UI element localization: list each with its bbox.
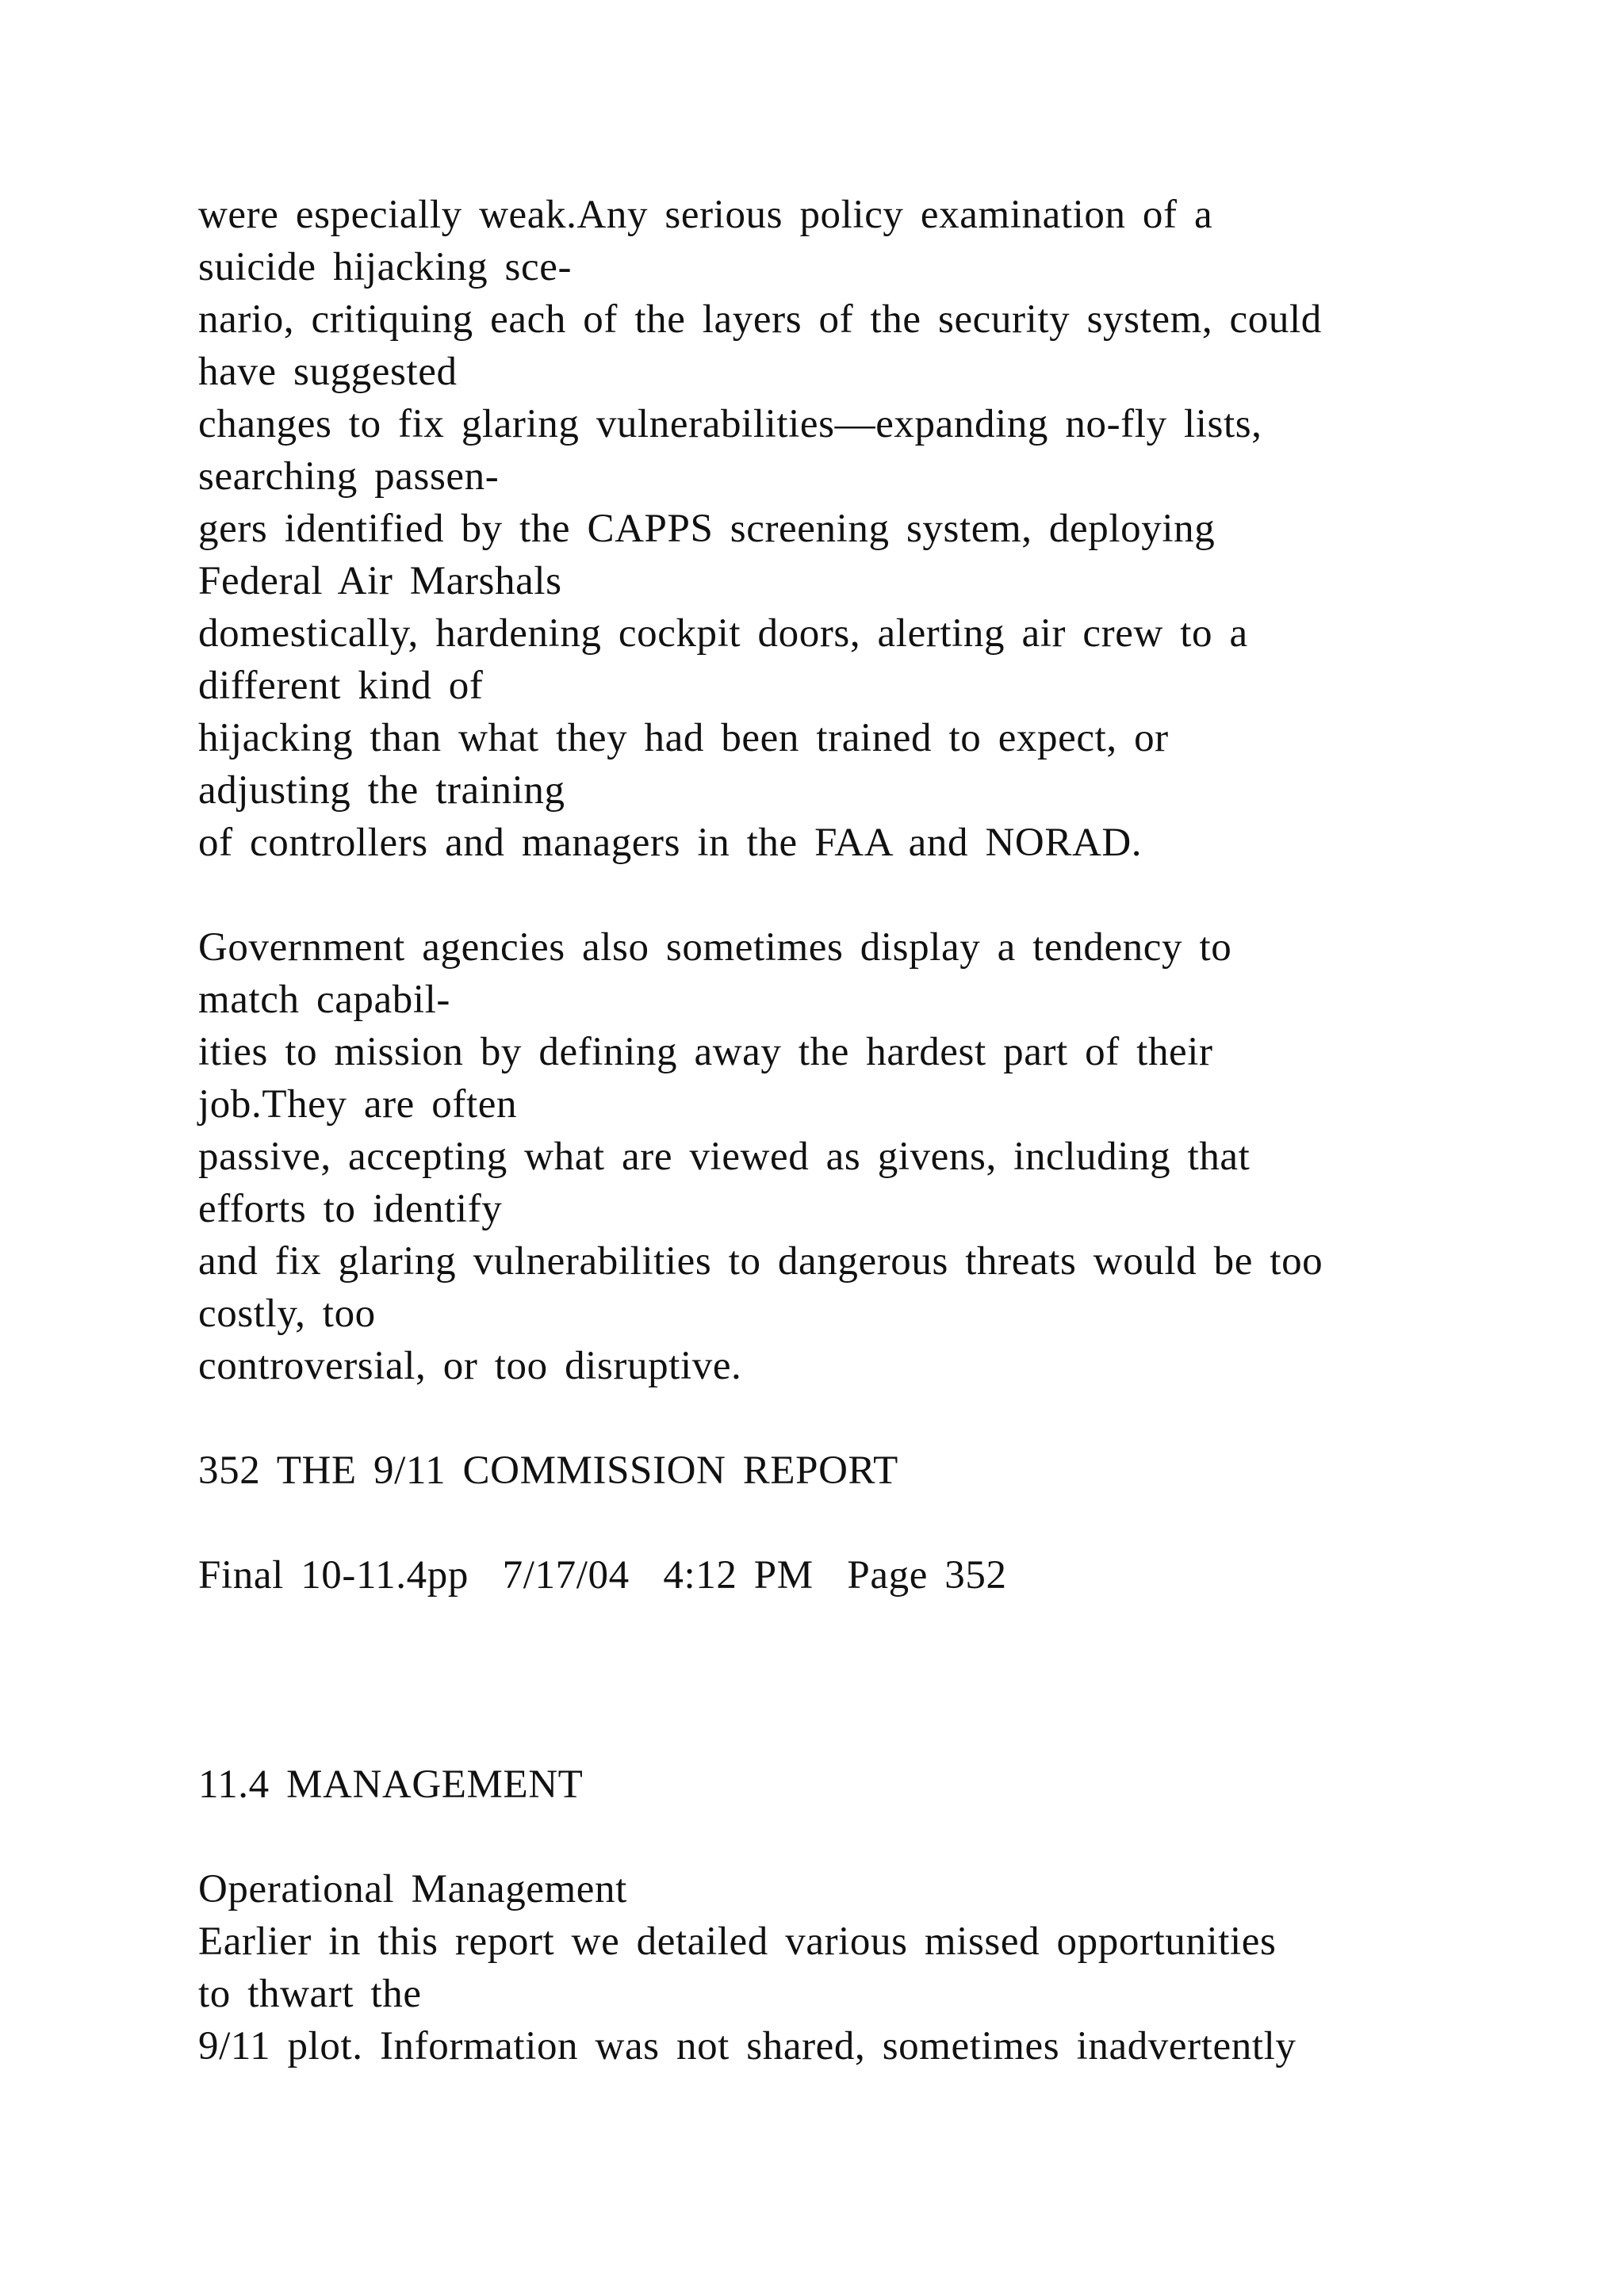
text-line: job.They are often xyxy=(198,1082,518,1127)
text-line: changes to fix glaring vulnerabilities—expanding no-fly lists, xyxy=(198,402,1262,446)
text-line: match capabil- xyxy=(198,978,450,1022)
running-footer: 352 THE 9/11 COMMISSION REPORT xyxy=(198,1448,898,1493)
paragraph-suicide-hijacking xyxy=(198,189,1546,869)
paragraph-government-agencies xyxy=(198,921,1546,1392)
text-line: hijacking than what they had been trained to expect, or xyxy=(198,716,1169,760)
paragraph-spacer xyxy=(198,869,1546,921)
paragraph-spacer xyxy=(198,1497,1546,1549)
text-line: Earlier in this report we detailed various missed opportunities xyxy=(198,1919,1277,1964)
text-line: of controllers and managers in the FAA and NORAD. xyxy=(198,821,1143,865)
section-heading: 11.4 MANAGEMENT xyxy=(198,1762,584,1807)
text-line: and fix glaring vulnerabilities to dangerous threats would be too xyxy=(198,1239,1323,1284)
text-line: ities to mission by defining away the hardest part of their xyxy=(198,1030,1213,1074)
paragraph-spacer xyxy=(198,1811,1546,1863)
text-line: different kind of xyxy=(198,664,484,708)
text-line: gers identified by the CAPPS screening system, deploying xyxy=(198,507,1216,551)
text-line: efforts to identify xyxy=(198,1187,503,1231)
text-line: costly, too xyxy=(198,1292,376,1336)
page-break-spacer xyxy=(198,1601,1546,1758)
text-line: domestically, hardening cockpit doors, alerting air crew to a xyxy=(198,611,1248,656)
text-line: controversial, or too disruptive. xyxy=(198,1344,742,1388)
text-line: to thwart the xyxy=(198,1972,422,2016)
text-line: passive, accepting what are viewed as givens, including that xyxy=(198,1135,1251,1179)
text-line: adjusting the training xyxy=(198,768,565,813)
print-slug: Final 10-11.4pp 7/17/04 4:12 PM Page 352 xyxy=(198,1553,1007,1598)
document-page xyxy=(198,189,1546,2072)
text-line: suicide hijacking sce- xyxy=(198,245,573,289)
text-line: 9/11 plot. Information was not shared, sometimes inadvertently xyxy=(198,2024,1297,2068)
subsection-heading: Operational Management xyxy=(198,1867,627,1911)
text-line: have suggested xyxy=(198,350,458,394)
paragraph-earlier-in-report xyxy=(198,1915,1546,2072)
text-line: nario, critiquing each of the layers of the security system, could xyxy=(198,297,1322,342)
paragraph-spacer xyxy=(198,1392,1546,1445)
text-line: were especially weak.Any serious policy examination of a xyxy=(198,193,1213,237)
text-line: Government agencies also sometimes display a tendency to xyxy=(198,925,1232,970)
text-line: searching passen- xyxy=(198,454,500,499)
text-line: Federal Air Marshals xyxy=(198,559,562,603)
